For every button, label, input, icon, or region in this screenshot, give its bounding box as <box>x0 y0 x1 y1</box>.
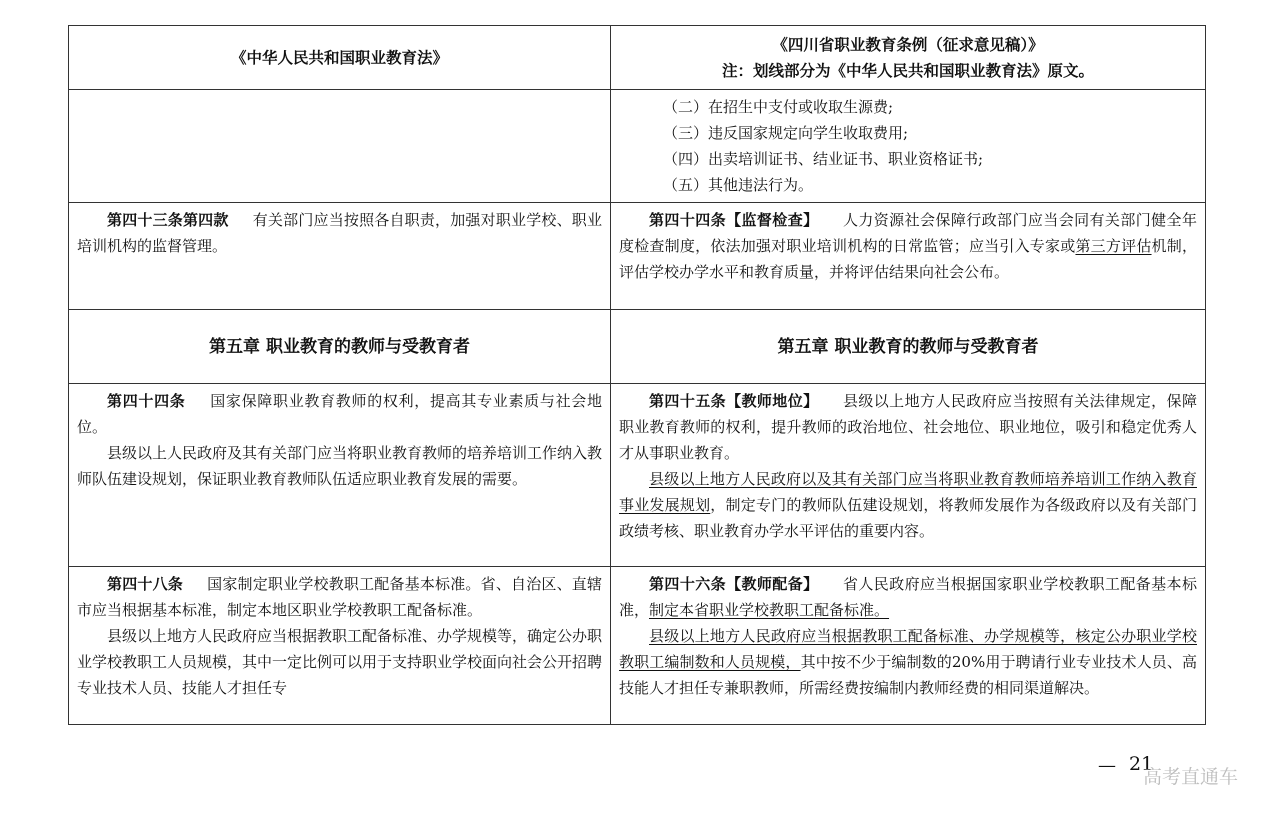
row2-right <box>611 203 1206 310</box>
article-paragraph: 县级以上地方人民政府应当根据教职工配备标准、办学规模等，确定公办职业学校教职工人员规模，其中一定比例可以用于支持职业学校面向社会公开招聘专业技术人员、技能人才担任专 <box>77 627 603 697</box>
underlined-text: 县级以上地方人民政府应当根据教职工配备标准、办学规模等，核定公办职业学校教职工编制数和人员规模， <box>619 627 1197 671</box>
left-law-title: 《中华人民共和国职业教育法》 <box>230 47 448 67</box>
chapter-left: 第五章 职业教育的教师与受教育者 <box>69 310 611 384</box>
list-item: （二）在招生中支付或收取生源费; <box>663 98 894 116</box>
article-text: 省人民政府应当根据国家职业学校教职工配备基本标准， <box>619 575 1197 619</box>
watermark-text: 高考直通车 <box>1143 766 1239 788</box>
article-title: 【教师配备】 <box>726 575 819 593</box>
article-number: 第四十八条 <box>107 575 183 593</box>
row3-left <box>69 384 611 567</box>
underlined-text: 制定本省 <box>649 601 710 619</box>
row4-right <box>611 567 1206 725</box>
header-left <box>69 26 611 90</box>
article-paragraph <box>619 207 1197 285</box>
row4-left <box>69 567 611 725</box>
article-title: 【监督检查】 <box>726 211 819 229</box>
list-item: （五）其他违法行为。 <box>663 176 814 194</box>
article-text: 国家保障职业教育教师的权利，提高其专业素质与社会地位。 <box>77 392 602 436</box>
header-row <box>69 26 1206 90</box>
article-text: ，制定专门的教师队伍建设规划，将教师发展作为各级政府以及有关部门政绩考核、职业教育办学水平评估的重要内容。 <box>619 496 1197 540</box>
article-number: 第四十三条第四款 <box>107 211 229 229</box>
article-number: 第四十五条 <box>649 392 727 410</box>
comparison-table <box>68 25 1206 725</box>
article-paragraph <box>619 623 1197 701</box>
article-paragraph <box>619 466 1197 544</box>
row-supervision <box>69 203 1206 310</box>
underlined-text: 第三方评估 <box>1075 237 1152 255</box>
row-teacher-status <box>69 384 1206 567</box>
underlined-text: 县级以上地方人民政府以及其有关部门应当将职业教育教师培养培训工作纳入教育事业发展规划 <box>619 470 1197 514</box>
article-number: 第四十六条 <box>649 575 727 593</box>
row1-left-empty <box>69 90 611 203</box>
underlined-text: 职业学校教职工配备标准。 <box>709 601 890 619</box>
article-paragraph <box>77 388 602 440</box>
article-text: 国家制定职业学校教职工配备基本标准。省、自治区、直辖市应当根据基本标准，制定本地区职业学校教职工配备标准。 <box>77 575 602 619</box>
article-number: 第四十四条 <box>107 392 186 410</box>
article-title: 【教师地位】 <box>726 392 819 410</box>
header-right <box>611 26 1206 90</box>
chapter-right: 第五章 职业教育的教师与受教育者 <box>611 310 1206 384</box>
row-penalties <box>69 90 1206 203</box>
article-text: 其中按不少于编制数的20%用于聘请行业专业技术人员、高技能人才担任专兼职教师，所需经费按编制内教师经费的相同渠道解决。 <box>619 653 1197 697</box>
article-text: 人力资源社会保障行政部门应当会同有关部门健全年度检查制度，依法加强对职业培训机构的日常监管；应当引入专家或 <box>619 211 1197 255</box>
article-paragraph <box>619 571 1197 623</box>
list-item: （四）出卖培训证书、结业证书、职业资格证书; <box>663 150 984 168</box>
right-law-note: 注：划线部分为《中华人民共和国职业教育法》原文。 <box>721 60 1094 80</box>
article-paragraph <box>619 388 1197 466</box>
row3-right <box>611 384 1206 567</box>
article-paragraph: 县级以上人民政府及其有关部门应当将职业教育教师的培养培训工作纳入教师队伍建设规划，保证职业教育教师队伍适应职业教育发展的需要。 <box>77 444 603 488</box>
article-paragraph <box>77 207 602 259</box>
row-staffing <box>69 567 1206 725</box>
row2-left <box>69 203 611 310</box>
page-number: 21 <box>1129 753 1154 775</box>
article-text: 机制，评估学校办学水平和教育质量，并将评估结果向社会公布。 <box>619 237 1197 281</box>
row1-right <box>611 90 1206 203</box>
chapter-row <box>69 310 1206 384</box>
page-number-dash: — <box>1098 755 1116 776</box>
article-text: 有关部门应当按照各自职责，加强对职业学校、职业培训机构的监督管理。 <box>77 211 602 255</box>
article-paragraph <box>77 571 602 623</box>
list-item: （三）违反国家规定向学生收取费用; <box>663 124 909 142</box>
right-law-title: 《四川省职业教育条例（征求意见稿）》 <box>772 34 1044 54</box>
article-number: 第四十四条 <box>649 211 727 229</box>
article-text: 县级以上地方人民政府应当按照有关法律规定，保障职业教育教师的权利，提升教师的政治地位、社会地位、职业地位，吸引和稳定优秀人才从事职业教育。 <box>619 392 1197 462</box>
